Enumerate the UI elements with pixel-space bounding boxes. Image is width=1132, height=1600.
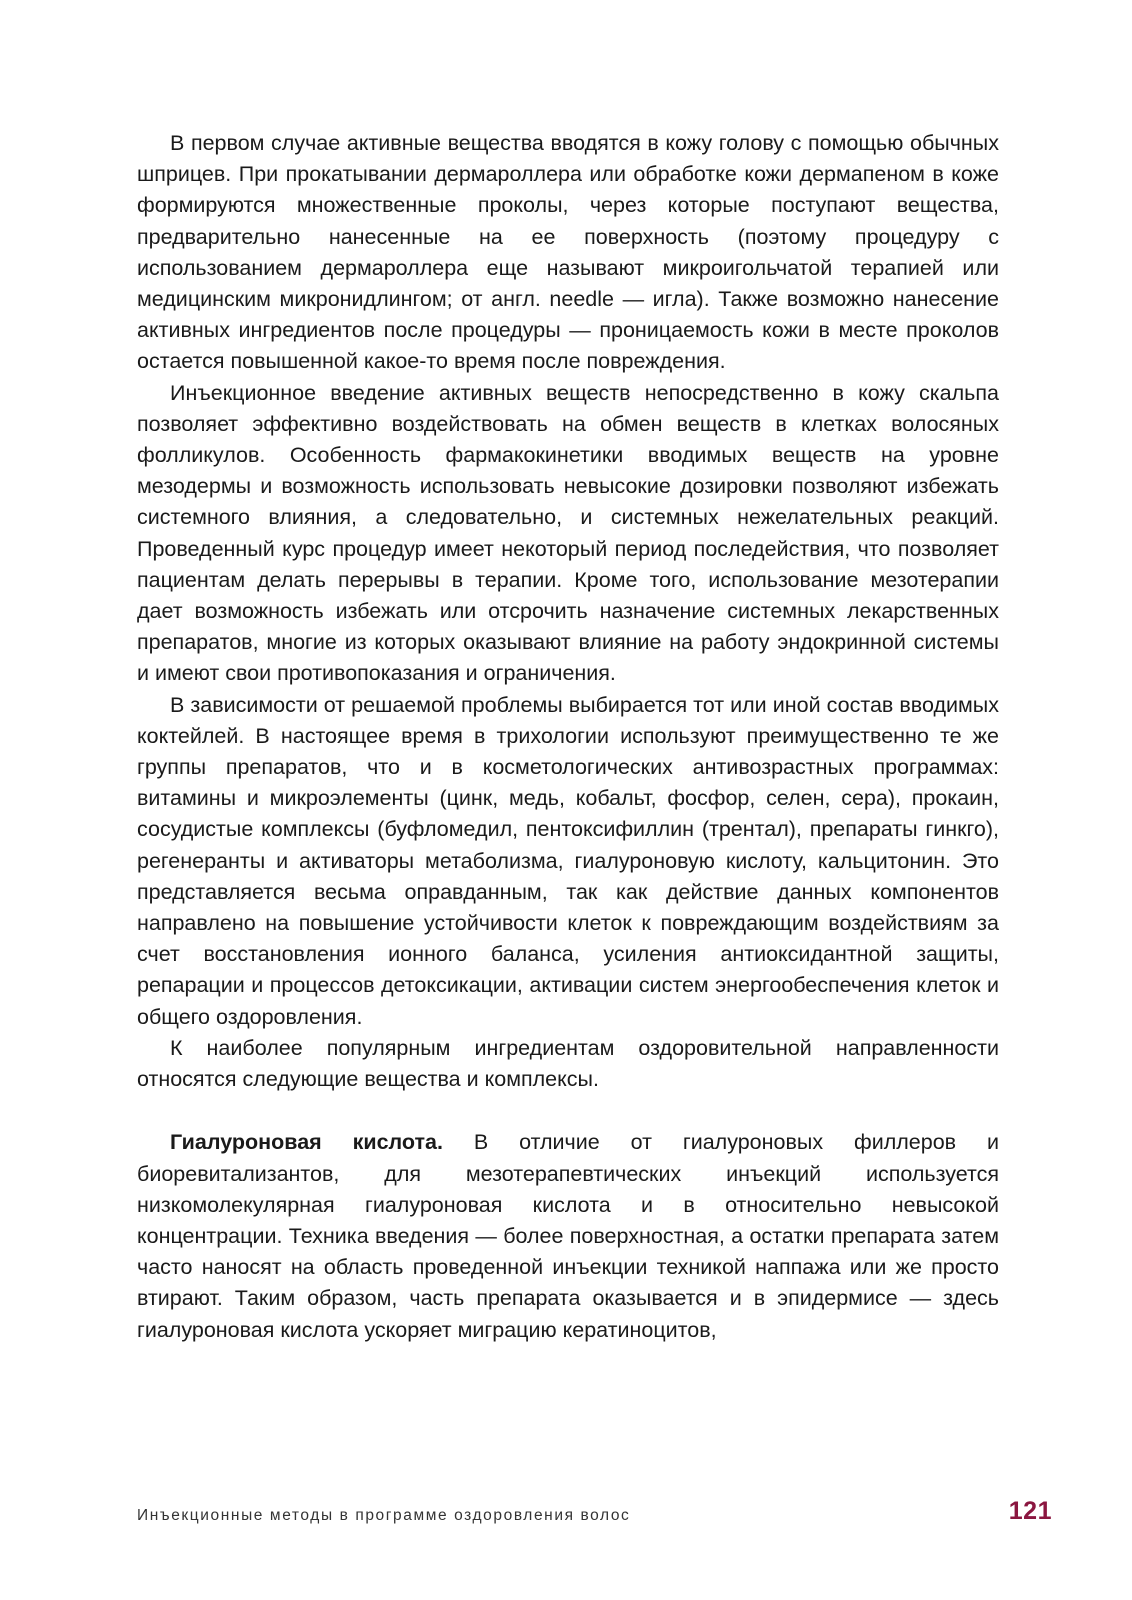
section-paragraph [137,1127,999,1345]
paragraph-3: В зависимости от решаемой проблемы выбирается тот или иной состав вводимых коктейлей. В настоящее время в трихологии используют преимущественно те же группы препаратов, что и в косметологических антивозрастных программах: витамины и микроэлементы (цинк, медь, кобальт, фосфор, селен, сера), прокаин, сосудистые комплексы (буфломедил, пентоксифиллин (трентал), препараты гинкго), регенеранты и активаторы метаболизма, гиалуроновую кислоту, кальцитонин. Это представляется весьма оправданным, так как действие данных компонентов направлено на повышение устойчивости клеток к повреждающим воздействиям за счет восстановления ионного баланса, усиления антиоксидантной защиты, репарации и процессов детоксикации, активации систем энергообеспечения клеток и общего оздоровления. [137,692,999,1029]
page-body [137,128,999,1346]
paragraph-2: Инъекционное введение активных веществ непосредственно в кожу скальпа позволяет эффективно воздействовать на обмен веществ в клетках волосяных фолликулов. Особенность фармакокинетики вводимых веществ на уровне мезодермы и возможность использовать невысокие дозировки позволяют избежать системного влияния, а следовательно, и системных нежелательных реакций. Проведенный курс процедур имеет некоторый период последействия, что позволяет пациентам делать перерывы в терапии. Кроме того, использование мезотерапии дает возможность избежать или отсрочить назначение системных лекарственных препаратов, многие из которых оказывают влияние на работу эндокринной системы и имеют свои противопоказания и ограничения. [137,380,999,686]
section-text: В отличие от гиалуроновых филлеров и биоревитализантов, для мезотерапевтических инъекций используется низкомолекулярная гиалуроновая кислота и в относительно невысокой концентрации. Техника введения — более поверхностная, а остатки препарата затем часто наносят на область проведенной инъекции техникой наппажа или же просто втирают. Таким образом, часть препарата оказывается и в эпидермисе — здесь гиалуроновая кислота ускоряет миграцию кератиноцитов, [137,1130,1000,1342]
section-gap [137,1095,999,1127]
paragraph-4: К наиболее популярным ингредиентам оздоровительной направленности относятся следующие вещества и комплексы. [137,1035,999,1092]
section-lead-term: Гиалуроновая кислота. [170,1130,443,1155]
page-number: 121 [1008,1497,1052,1525]
running-title: Инъекционные методы в программе оздоровления волос [137,1507,631,1524]
paragraph-1: В первом случае активные вещества вводятся в кожу голову с помощью обычных шприцев. При прокатывании дермароллера или обработке кожи дермапеном в коже формируются множественные проколы, через которые поступают вещества, предварительно нанесенные на ее поверхность (поэтому процедуру с использованием дермароллера еще называют микроигольчатой терапией или медицинским микронидлингом; от англ. needle — игла). Также возможно нанесение активных ингредиентов после процедуры — проницаемость кожи в месте проколов остается повышенной какое-то время после повреждения. [137,131,999,374]
